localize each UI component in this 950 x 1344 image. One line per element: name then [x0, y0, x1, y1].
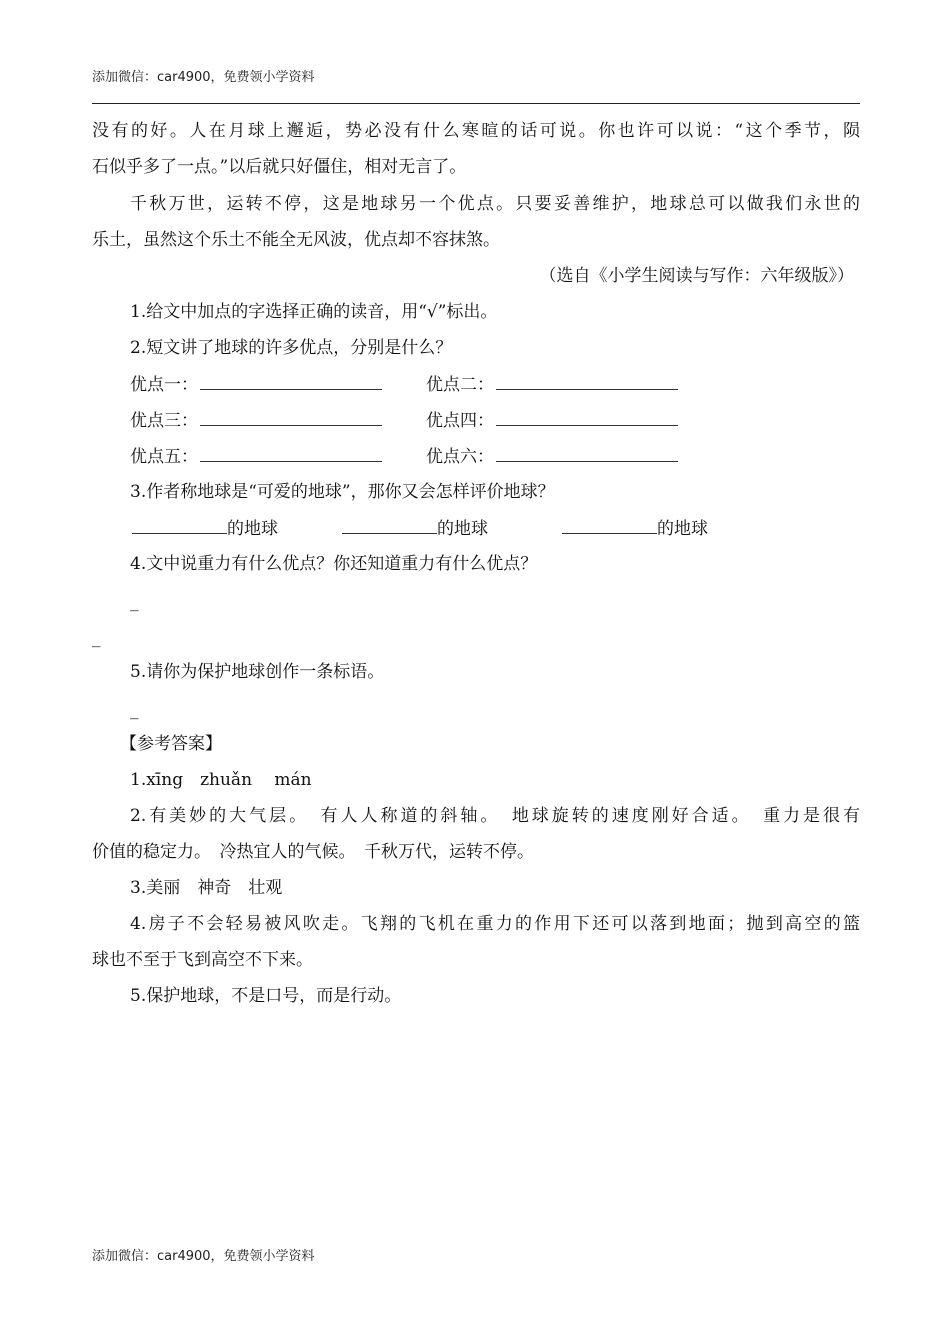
passage-line: 乐土，虽然这个乐土不能全无风波，优点却不容抹煞。 [92, 230, 500, 250]
question-5: 5.请你为保护地球创作一条标语。 [130, 662, 385, 682]
evaluation-row [560, 517, 708, 540]
answer-blank[interactable] [496, 409, 678, 426]
answer-5: 5.保护地球，不是口号，而是行动。 [130, 986, 402, 1006]
answer-blank[interactable] [562, 517, 657, 534]
answer-blank[interactable] [132, 517, 227, 534]
passage-line: 石似乎多了一点。”以后就只好僵住，相对无言了。 [92, 157, 467, 177]
answer-blank[interactable] [496, 445, 678, 462]
earth-suffix: 的地球 [227, 519, 278, 539]
merit-row [426, 373, 678, 396]
answer-2-line: 价值的稳定力。 冷热宜人的气候。 千秋万代，运转不停。 [92, 842, 534, 862]
passage-line: 没有的好。人在月球上邂逅，势必没有什么寒暄的话可说。你也许可以说：“这个季节，陨 [92, 121, 860, 141]
answer-4-line: 4.房子不会轻易被风吹走。飞翔的飞机在重力的作用下还可以落到地面；抛到高空的篮 [130, 914, 860, 934]
passage-source: （选自《小学生阅读与写作：六年级版》） [539, 266, 854, 286]
earth-suffix: 的地球 [437, 519, 488, 539]
answer-blank[interactable] [496, 373, 678, 390]
merit-row [130, 445, 382, 468]
answer-line[interactable]: _ [130, 592, 139, 612]
answer-blank[interactable] [200, 409, 382, 426]
question-2: 2.短文讲了地球的许多优点，分别是什么？ [130, 338, 453, 358]
answer-blank[interactable] [342, 517, 437, 534]
merit-label: 优点二： [426, 375, 494, 395]
question-4: 4.文中说重力有什么优点？你还知道重力有什么优点？ [130, 554, 538, 574]
evaluation-row [130, 517, 278, 540]
merit-label: 优点五： [130, 447, 198, 467]
merit-label: 优点三： [130, 411, 198, 431]
merit-label: 优点一： [130, 375, 198, 395]
passage-line: 千秋万世，运转不停，这是地球另一个优点。只要妥善维护，地球总可以做我们永世的 [130, 194, 860, 214]
merit-label: 优点四： [426, 411, 494, 431]
merit-label: 优点六： [426, 447, 494, 467]
merit-row [130, 409, 382, 432]
question-3: 3.作者称地球是“可爱的地球”，那你又会怎样评价地球？ [130, 482, 555, 502]
page-header: 添加微信：car4900，免费领小学资料 [92, 70, 315, 85]
answer-3: 3.美丽 神奇 壮观 [130, 878, 283, 898]
answer-blank[interactable] [200, 373, 382, 390]
answer-line[interactable]: _ [130, 700, 139, 720]
answer-2-line: 2.有美妙的大气层。 有人人称道的斜轴。 地球旋转的速度刚好合适。 重力是很有 [130, 806, 860, 826]
answer-line[interactable]: _ [92, 628, 101, 648]
merit-row [426, 409, 678, 432]
header-divider [92, 103, 860, 104]
page-footer: 添加微信：car4900，免费领小学资料 [92, 1249, 315, 1264]
answer-4-line: 球也不至于飞到高空不下来。 [92, 950, 313, 970]
answers-heading: 【参考答案】 [120, 734, 222, 754]
merit-row [130, 373, 382, 396]
earth-suffix: 的地球 [657, 519, 708, 539]
merit-row [426, 445, 678, 468]
answer-blank[interactable] [200, 445, 382, 462]
question-1: 1.给文中加点的字选择正确的读音，用“√”标出。 [130, 302, 498, 322]
answer-1: 1.xīng zhuǎn mán [130, 770, 312, 790]
evaluation-row [340, 517, 488, 540]
